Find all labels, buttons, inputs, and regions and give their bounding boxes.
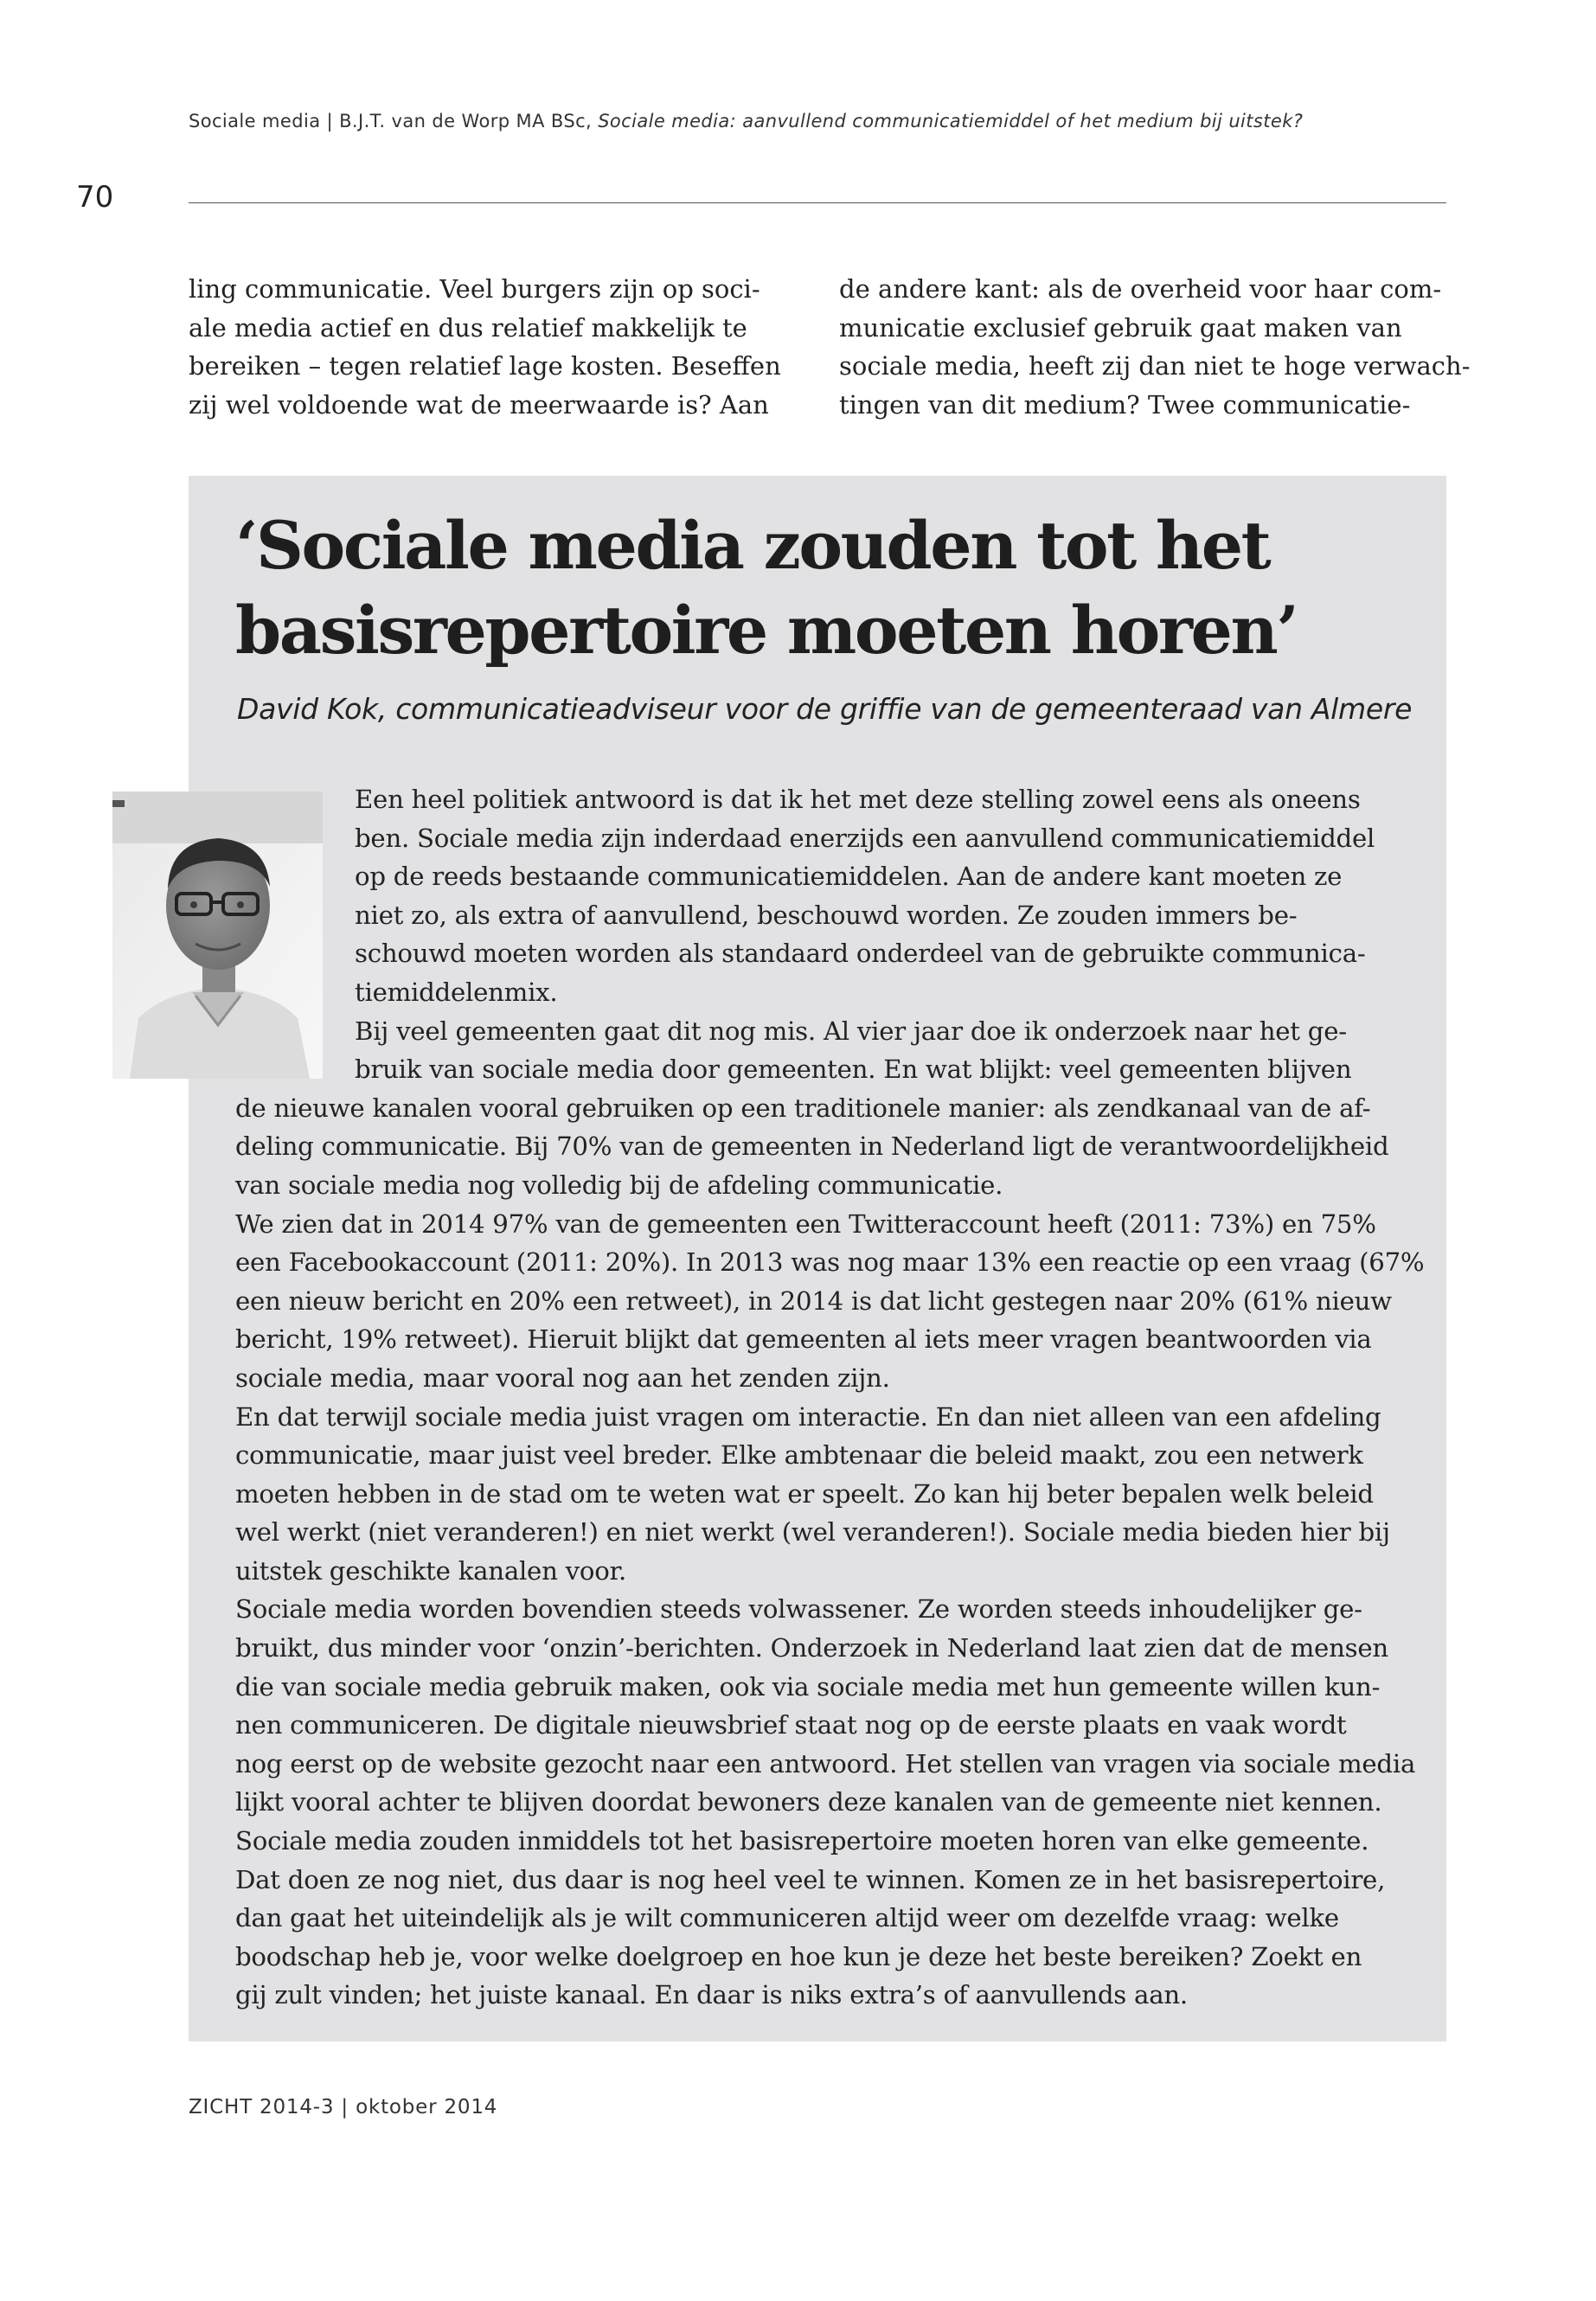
text-line: tingen van dit medium? Twee communicatie- <box>839 389 1411 420</box>
body-line: communicatie, maar juist veel breder. Elke ambtenaar die beleid maakt, zou een netwerk <box>235 1440 1363 1471</box>
body-line: lijkt vooral achter te blijven doordat bewoners deze kanalen van de gemeente niet kennen. <box>235 1787 1382 1817</box>
text-line: ling communicatie. Veel burgers zijn op soci- <box>189 274 760 304</box>
right-column <box>839 270 1471 424</box>
body-line: op de reeds bestaande communicatiemiddelen. Aan de andere kant moeten ze <box>355 862 1343 892</box>
text-line: ale media actief en dus relatief makkelijk te <box>189 312 747 343</box>
body-line: Dat doen ze nog niet, dus daar is nog heel veel te winnen. Komen ze in het basisrepertoire, <box>235 1864 1386 1894</box>
body-line: We zien dat in 2014 97% van de gemeenten een Twitteraccount heeft (2011: 73%) en 75% <box>235 1208 1376 1239</box>
body-line: Bij veel gemeenten gaat dit nog mis. Al vier jaar doe ik onderzoek naar het ge- <box>355 1016 1347 1046</box>
body-line: een nieuw bericht en 20% een retweet), in 2014 is dat licht gestegen naar 20% (61% nieuw <box>235 1285 1392 1316</box>
body-line: nog eerst op de website gezocht naar een antwoord. Het stellen van vragen via sociale media <box>235 1748 1416 1779</box>
body-line: uitstek geschikte kanalen voor. <box>235 1555 627 1586</box>
box-title-line: basisrepertoire moeten horen’ <box>235 592 1298 669</box>
box-subtitle: David Kok, communicatieadviseur voor de griffie van de gemeenteraad van Almere <box>237 692 1413 726</box>
body-line: dan gaat het uiteindelijk als je wilt communiceren altijd weer om dezelfde vraag: welke <box>235 1903 1339 1933</box>
body-line: bruik van sociale media door gemeenten. En wat blijkt: veel gemeenten blijven <box>355 1054 1352 1085</box>
body-line: Een heel politiek antwoord is dat ik het met deze stelling zowel eens als oneens <box>355 785 1361 814</box>
body-line: ben. Sociale media zijn inderdaad enerzijds een aanvullend communicatiemiddel <box>355 823 1375 853</box>
header-rule <box>189 202 1446 203</box>
body-line: de nieuwe kanalen vooral gebruiken op een traditionele manier: als zendkanaal van de af- <box>235 1093 1371 1123</box>
box-title <box>235 503 1412 673</box>
running-head-author: Sociale media | B.J.T. van de Worp MA BSc, <box>189 111 593 131</box>
body-line: nen communiceren. De digitale nieuwsbrief staat nog op de eerste plaats en vaak wordt <box>235 1710 1347 1740</box>
body-line: tiemiddelenmix. <box>355 977 558 1007</box>
page-number: 70 <box>76 180 114 215</box>
body-line: niet zo, als extra of aanvullend, beschouwd worden. Ze zouden immers be- <box>355 900 1298 930</box>
text-line: sociale media, heeft zij dan niet te hoge verwach- <box>839 351 1471 381</box>
body-line: moeten hebben in de stad om te weten wat er speelt. Zo kan hij beter bepalen welk beleid <box>235 1478 1374 1509</box>
box-body <box>235 780 1425 2015</box>
body-line: wel werkt (niet veranderen!) en niet werkt (wel veranderen!). Sociale media bieden hier bij <box>235 1517 1390 1548</box>
body-line: sociale media, maar vooral nog aan het zenden zijn. <box>235 1362 890 1393</box>
body-line: Sociale media worden bovendien steeds volwassener. Ze worden steeds inhoudelijker ge- <box>235 1594 1362 1625</box>
running-head-title: Sociale media: aanvullend communicatiemiddel of het medium bij uitstek? <box>598 111 1304 131</box>
body-line: van sociale media nog volledig bij de afdeling communicatie. <box>235 1170 1003 1200</box>
box-title-line: ‘Sociale media zouden tot het <box>235 507 1270 584</box>
text-line: bereiken – tegen relatief lage kosten. Beseffen <box>189 351 781 381</box>
body-line: deling communicatie. Bij 70% van de gemeenten in Nederland ligt de verantwoordelijkheid <box>235 1131 1389 1162</box>
body-line: En dat terwijl sociale media juist vragen om interactie. En dan niet alleen van een afdeling <box>235 1401 1381 1432</box>
body-line: bericht, 19% retweet). Hieruit blijkt dat gemeenten al iets meer vragen beantwoorden via <box>235 1324 1372 1355</box>
body-line: boodschap heb je, voor welke doelgroep en hoe kun je deze het beste bereiken? Zoekt en <box>235 1941 1362 1971</box>
body-line: gij zult vinden; het juiste kanaal. En daar is niks extra’s of aanvullends aan. <box>235 1980 1188 2010</box>
footer: ZICHT 2014-3 | oktober 2014 <box>189 2096 498 2118</box>
text-line: de andere kant: als de overheid voor haar com- <box>839 274 1442 304</box>
body-line: schouwd moeten worden als standaard onderdeel van de gebruikte communica- <box>355 939 1366 969</box>
left-column <box>189 270 796 424</box>
body-line: die van sociale media gebruik maken, ook via sociale media met hun gemeente willen kun- <box>235 1671 1381 1702</box>
body-line: Sociale media zouden inmiddels tot het basisrepertoire moeten horen van elke gemeente. <box>235 1826 1369 1856</box>
running-head <box>189 111 1443 131</box>
text-line: municatie exclusief gebruik gaat maken van <box>839 312 1402 343</box>
text-line: zij wel voldoende wat de meerwaarde is? Aan <box>189 389 769 420</box>
body-line: een Facebookaccount (2011: 20%). In 2013 was nog maar 13% een reactie op een vraag (67% <box>235 1247 1425 1278</box>
body-line: bruikt, dus minder voor ‘onzin’-berichten. Onderzoek in Nederland laat zien dat de mensen <box>235 1633 1388 1663</box>
